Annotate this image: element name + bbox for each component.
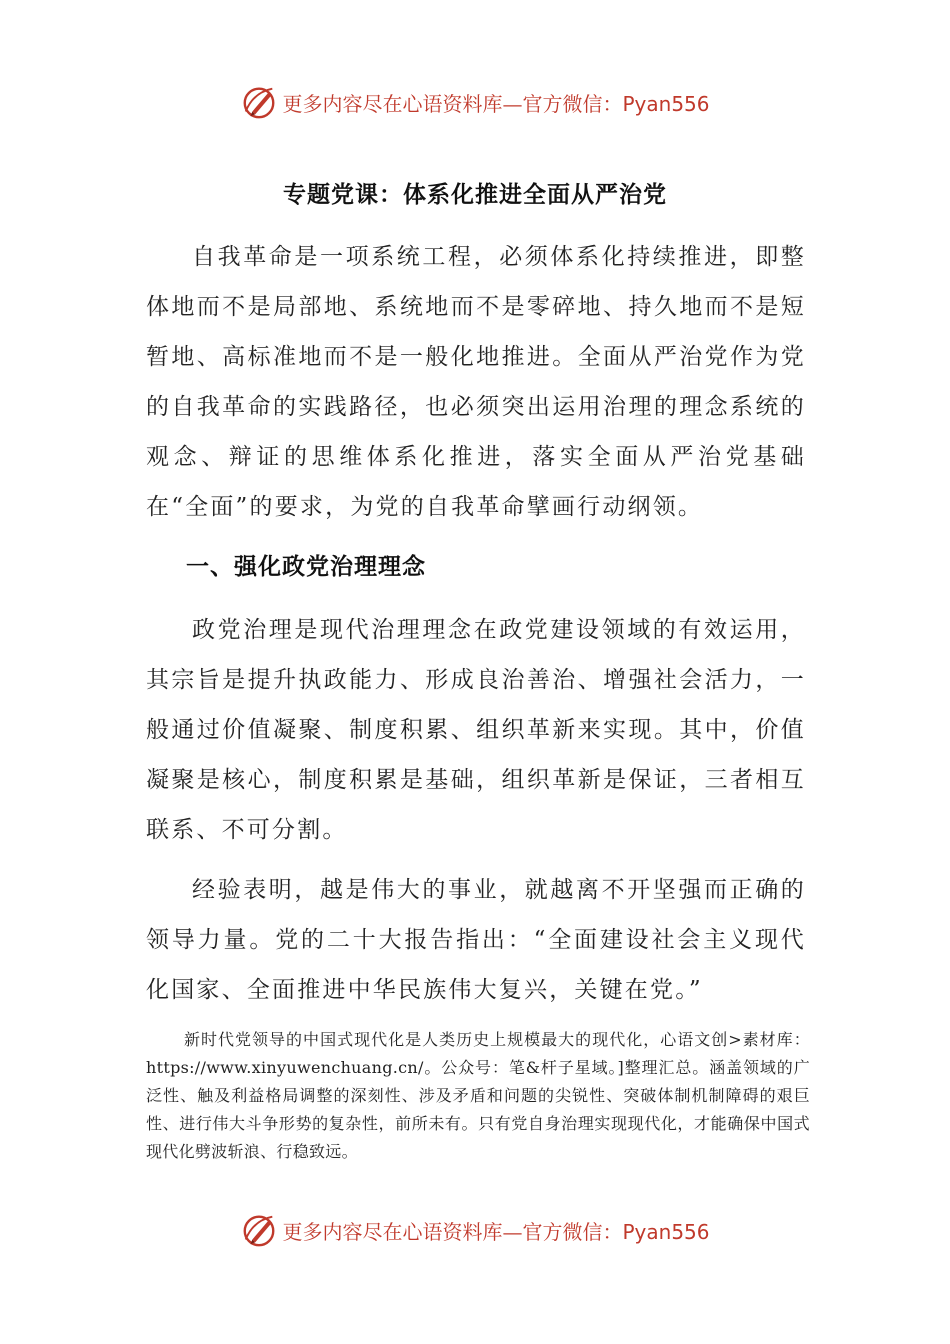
paragraph-2: 政党治理是现代治理理念在政党建设领域的有效运用，其宗旨是提升执政能力、形成良治善治、增强社会活力，一般通过价值凝聚、制度积累、组织革新来实现。其中，价值凝聚是核心，制度积累是基础，组织革新是保证，三者相互联系、不可分割。 bbox=[146, 617, 806, 843]
paragraph-3: 经验表明，越是伟大的事业，就越离不开坚强而正确的领导力量。党的二十大报告指出：“全面建设社会主义现代化国家、全面推进中华民族伟大复兴，关键在党。” bbox=[146, 877, 806, 1003]
banner-text: 更多内容尽在心语资料库—官方微信：Pyan556 bbox=[282, 91, 710, 116]
pen-logo-icon bbox=[240, 1211, 278, 1249]
note-paragraph: 新时代党领导的中国式现代化是人类历史上规模最大的现代化，心语文创>素材库：https://www.xinyuwenchuang.cn/。公众号：笔&杆子星域。]整理汇总。涵盖领域的广泛性、触及利益格局调整的深刻性、涉及矛盾和问题的尖锐性、突破体制机制障碍的艰巨性、进行伟大斗争形势的复杂性，前所未有。只有党自身治理实现现代化，才能确保中国式现代化劈波斩浪、行稳致远。 bbox=[146, 1030, 810, 1161]
document-title: 专题党课：体系化推进全面从严治党 bbox=[283, 182, 667, 208]
pen-logo-icon bbox=[240, 83, 278, 121]
banner-text: 更多内容尽在心语资料库—官方微信：Pyan556 bbox=[282, 1219, 710, 1244]
footer-banner bbox=[0, 1210, 950, 1250]
header-banner bbox=[0, 82, 950, 122]
banner-account: Pyan556 bbox=[622, 1219, 710, 1244]
paragraph-1: 自我革命是一项系统工程，必须体系化持续推进，即整体地而不是局部地、系统地而不是零碎地、持久地而不是短暂地、高标准地而不是一般化地推进。全面从严治党作为党的自我革命的实践路径，也必须突出运用治理的理念系统的观念、辩证的思维体系化推进，落实全面从严治党基础在“全面”的要求，为党的自我革命擘画行动纲领。 bbox=[146, 244, 806, 520]
section-heading-1: 一、强化政党治理理念 bbox=[186, 554, 426, 580]
banner-account: Pyan556 bbox=[622, 91, 710, 116]
